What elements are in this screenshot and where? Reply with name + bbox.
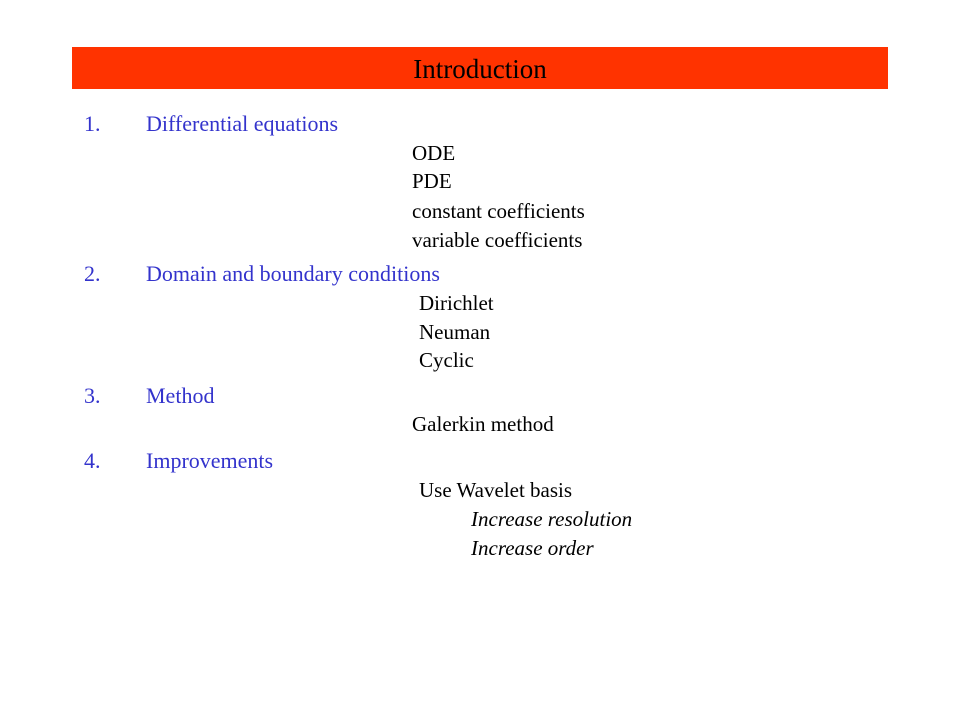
subitem-dirichlet: Dirichlet [419, 291, 494, 315]
slide-title: Introduction [413, 53, 547, 84]
list-item-domain-boundary [84, 260, 440, 288]
subitem-use-wavelet-basis: Use Wavelet basis [419, 478, 573, 502]
subitem-ode: ODE [412, 141, 456, 165]
item-number: 2. [84, 261, 101, 286]
list-item-improvements [84, 447, 273, 475]
subsubitem-increase-resolution: Increase resolution [471, 507, 633, 531]
item-label: Domain and boundary conditions [146, 261, 440, 286]
list-item-method [84, 382, 214, 410]
subitem-constant-coefficients: constant coefficients [412, 199, 585, 223]
item-label: Differential equations [146, 111, 339, 136]
list-item-differential-equations [84, 110, 338, 138]
item-number: 1. [84, 111, 101, 136]
item-number: 3. [84, 383, 101, 408]
item-label: Method [146, 383, 215, 408]
item-label: Improvements [146, 448, 274, 473]
subsubitem-increase-order: Increase order [471, 536, 594, 560]
title-bar [72, 47, 888, 89]
subitem-cyclic: Cyclic [419, 348, 474, 372]
subitem-variable-coefficients: variable coefficients [412, 228, 583, 252]
item-number: 4. [84, 448, 101, 473]
subitem-neuman: Neuman [419, 320, 491, 344]
subitem-galerkin-method: Galerkin method [412, 412, 554, 436]
subitem-pde: PDE [412, 169, 452, 193]
